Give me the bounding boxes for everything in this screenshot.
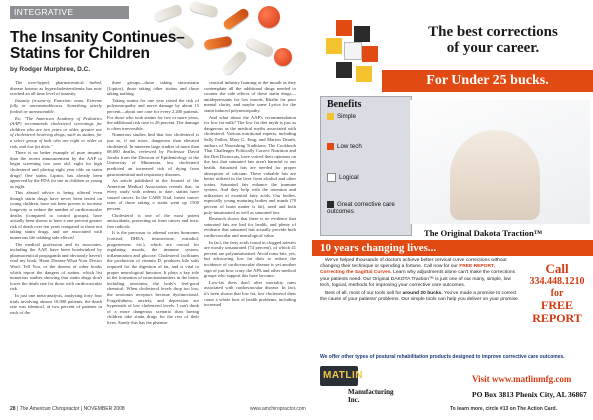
paragraph: This absurd advice is being offered even though statin drugs have never been tested on young children, have not been proven to increase longevity or reduce the number of cardiovascular deaths (compared to control groups), have actually been shown to have a one percent greater risk of death over ten years compared to those not taking statin drugs, and are associated with numerous life robbing side effects! [10,190,102,241]
ad-headline [398,24,588,56]
black-square-icon [327,201,334,208]
pill-icon [274,48,292,66]
page-footer: 28 | The American Chiropractor | NOVEMBER 2008 [10,406,125,412]
article-title [10,30,260,62]
ad-paragraph [320,258,520,289]
pill-icon [258,6,280,28]
price-banner [382,70,593,92]
benefits-box [320,96,412,236]
matlin-logo [320,366,394,404]
free-report-text: FREE REPORT, Correcting the Sagittal Curves. [320,264,495,276]
byline: by Rodger Murphree, D.C. [10,66,91,73]
price-banner-text: For Under 25 bucks. [426,73,549,88]
paragraph: Ex: "The American Academy of Pediatrics (AAP) recommends cholesterol screenings for children who are two years or older, greater use of cholesterol-lowering drugs, such as statins, for a select group of kids who are eight or older at risk, and low fat diets." [10,115,102,149]
paragraph: An article published in the Journal of the American Medical Association reveals that, in every study with rodents to date, statins have caused cancer. In the CARE Trial, breast cancer rates of those taking a statin went up 1500 percent. [107,178,199,212]
paragraph: The over-hyped, pharmaceutical fueled, disease known as hypercholesterolemia has now reached an all time level of insanity. [10,80,102,97]
paragraph: In fact, the fatty acids found in clogged arteries are mostly unsaturated (74 percent), of which 41 percent are polyunsaturated. Avoid trans-fats, yes, but advocating low fat diets to reduce the incidence of cardiovascular disease is yet another sign of just how crazy the APA and other medical groups who support this have become. [204,239,296,279]
product-name: The Original Dakota Traction™ [424,228,543,238]
benefit-item [327,143,362,150]
orange-square-icon [327,143,334,150]
title-line-1: The Insanity Continues– [10,29,185,46]
paragraph: There is no better example of pure insanity than the recent announcement by the AAP to begin screening two year old, eight for high cholesterol and placing eight year olds on statin drugs! One statin, Lipitor, has already been approved by the FDA for use in children as young as eight. [10,150,102,189]
ad-text: We've helped thousands of doctors achieve better cervical curve corrections without changing their technique or spending a fortune. Call now for our [320,258,507,270]
benefit-item [327,201,407,215]
ad-headline-line-2: of your career. [446,40,540,56]
cube-icon [354,26,370,42]
benefit-item [327,113,356,120]
paragraph: Research shows that there is no evidence that saturated fats are bad for health, and plenty of evidence that saturated fats actually provide both cardiovascular and neurological value. [204,216,296,239]
footer-url: www.amchiropractor.com [250,406,306,412]
yellow-square-icon [327,113,334,120]
logo-word: MATLIN [323,370,364,381]
white-square-icon [327,173,336,182]
column-2 [107,80,199,327]
offer-line: We offer other types of postural rehabilitation products designed to improve corrective care outcomes. [320,354,565,360]
benefits-title: Benefits [327,99,362,110]
ad-photo [410,100,590,224]
pill-icon [153,4,183,23]
cube-icon [362,46,378,62]
person-image [450,130,540,220]
benefit-label: Simple [337,113,356,121]
cube-icon [336,62,352,78]
call-report: REPORT [532,311,582,325]
issue-date: NOVEMBER 2008 [83,406,125,412]
cube-icon [356,66,372,82]
po-box: PO Box 3813 Phenix City, AL 36867 [472,390,587,399]
benefit-label: Logical [339,174,359,182]
paragraph: ceutical industry foaming at the mouth as they contemplate all the additional drugs needed to counter the side effects of these statin drugs—antidepressants for low moods, Ritalin for poor mental clarity, and maybe some Lyrica for the statin induced polyneuropathy. [204,80,296,113]
years-banner-text: 10 years changing lives... [320,242,437,254]
advertisement [312,0,593,402]
paragraph: In just one meta-analysis, analyzing forty four trials involving almost 10,000 patients, the death rate was identical, at two percent of patients in each of the [10,292,102,315]
visit-link[interactable]: Visit www.matlinmfg.com [472,374,572,384]
ad-text: Best of all, most of our tools sell for [325,291,403,297]
paragraph: Insanity (n-sane-ty. Function: noun. Extreme folly or unreasonableness. Something utterly foolish or unreasonable. [10,97,102,114]
magazine-name: The American Chiropractor [19,406,80,412]
ad-headline-line-1: The best corrections [428,24,558,40]
paragraph: And what about the AAP's recommendation for low fat milk? The low fat diet myth is just as dangerous as the medical myths associated with cholesterol. Various nutritional experts, including Sally Fallon, Mary G. Enig, and Marion Dearth, authors of Nourishing Traditions: The Cookbook That Challenges Politically Correct Nutrition and the Diet Dictocrats, have voiced their opinions on the fact that saturated fats aren't harmful to our health. Saturated fats are needed for proper absorption of calcium. These valuable fats are better utilized in the liver from alcohol and other toxins. Saturated fats enhance the immune system. And they help with the retention and utilization of essential fatty acids. Our bodies, especially young maturing bodies and minds (70 percent of brain matter is fat), need and both poly-unsaturated as well as saturated fats. [204,114,296,215]
call-box [524,262,590,344]
benefit-label: Low tech [337,143,362,151]
page-number: 28 [10,406,16,412]
column-3 [204,80,296,309]
paragraph: It is the precursor to adrenal cortex hormones (cortisol, DHEA, testosterone, estradiol, progesterone, etc.), which are crucial for regulating moods, the immune system, inflammation and glucose. Cholesterol facilitates the production of vitamin D, produces bile salts required for the digestion of fat, and is vital to proper neurological function. It plays a key role in the formation of neurotransmitters in the brain, including serotonin, the body's feel-good chemical. When cholesterol levels drop too low, the serotonin receptors become dysfunctional. Forgetfulness, anxiety, and depression are hypertoids of low cholesterol levels. I can't think of a more dangerous scenario than having children take statin drugs for the rest of their lives. Surely this has the pharma- [107,230,199,325]
paragraph: three groups—those taking simvastatin (Lipitor), those taking other statins and those taking nothing. [107,80,199,97]
section-tag: INTEGRATIVE HEALTHCARE [10,6,129,19]
call-free: FREE [540,298,573,312]
paragraph: Numerous studies find that low cholesterol is just as, if not more, dangerous than elevated cholesterol. In nineteen large studies of more than 68,000 deaths, reviewed by Professor David Jacobs from the Division of Epidemiology at the University of Minnesota, low cholesterol predicted an increased risk of dying from gastrointestinal and respiratory diseases. [107,132,199,177]
logo-subtitle: Manufacturing Inc. [348,388,394,404]
ad-paragraph [320,291,520,303]
pill-icon [189,1,219,18]
call-label: Call [545,261,569,276]
ad-body [320,258,520,305]
call-for: for [550,287,564,299]
benefit-label: Great corrective care outcomes [327,201,395,216]
ad-text: Learn why adjustments alone can't make the corrections your patients need. Our Original DAKOTA Traction™ is just one of our many, simple, low tech, logical, methods for improving your corrective care outcomes. [320,270,516,288]
action-card-note: To learn more, circle #13 on The Action Card. [450,406,557,412]
years-banner [312,240,593,256]
logo-badge [320,366,364,386]
cube-icon [336,20,352,36]
ad-text: You've made a promise to correct the cause of your patients' problems. Our simple tools can help you deliver on your promise. [320,291,520,303]
paragraph: Cholesterol is one of the most potent antioxidants, protecting us from cancer and toxic free radicals. [107,212,199,229]
paragraph: Low-fat diets don't alter mortality rates associated with cardiovascular disease. In fact, it's been shown that low fat, low cholesterol diets cause a whole host of health problems, including increased [204,279,296,308]
pill-icon [222,7,251,31]
price-text: around 20 bucks. [402,291,443,297]
phone-number: 334.448.1210 [529,276,585,287]
benefit-item [327,173,359,182]
paragraph: Taking statins for one year raised the risk of polyneuropathy and nerve damage by about 15 percent—about one case for every 2,200 patients. For those who took statins for two or more years, the additional risk rose to 26 percent. The damage is often irreversible. [107,97,199,131]
cube-icon [326,38,342,54]
paragraph: The medical profession and its associates, including the AAP, have been hoodwinked by pharmaceutical propaganda and obviously haven't read my book, Heart Disease-What Your Doctor Won't Tell You, or the dozens of other books which report the dangers of statins, which list numerous studies showing that statin drugs don't lower the death rate for those with cardiovascular risk. [10,241,102,292]
column-1 [10,80,102,316]
title-line-2: Statins for Children [10,45,150,62]
article-body [10,80,300,400]
cube-icon [344,42,362,60]
